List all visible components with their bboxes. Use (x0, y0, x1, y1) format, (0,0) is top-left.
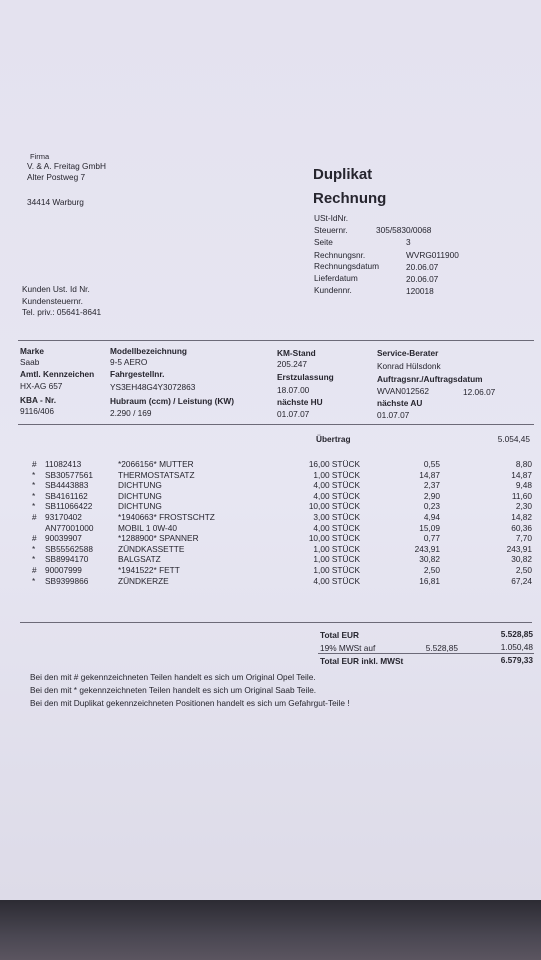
divider (18, 340, 534, 341)
vehicle-kennz: HX-AG 657 (20, 381, 63, 391)
item-row (0, 576, 541, 587)
vehicle-km: 205.247 (277, 359, 307, 369)
total-inkl-label: Total EUR inkl. MWSt (320, 656, 404, 666)
item-row (0, 533, 541, 544)
item-total: 30,82 (511, 554, 532, 565)
vehicle-hub: 2.290 / 169 (110, 408, 152, 418)
item-price: 0,77 (423, 533, 440, 544)
item-row (0, 480, 541, 491)
vehicle-auftrag-nr: WVAN012562 (377, 386, 429, 396)
item-mark: * (32, 469, 36, 480)
vehicle-modell-label: Modellbezeichnung (110, 346, 187, 356)
item-number: SB11066422 (45, 501, 93, 512)
item-total: 2,50 (515, 565, 532, 575)
meta-value: 305/5830/0068 (376, 225, 432, 235)
item-total: 9,48 (515, 480, 532, 491)
item-description: ZÜNDKASSETTE (118, 543, 185, 554)
vehicle-marke-label: Marke (20, 346, 44, 356)
vehicle-hu: 01.07.07 (277, 409, 310, 419)
meta-label: Steuernr. (314, 225, 348, 235)
uebertrag-value: 5.054,45 (497, 434, 530, 444)
item-quantity: 16,00 STÜCK (308, 459, 360, 469)
item-mark: # (32, 565, 37, 575)
item-price: 0,23 (423, 501, 440, 512)
meta-label: Rechnungsnr. (314, 250, 366, 260)
item-description: DICHTUNG (118, 501, 162, 512)
item-total: 60,36 (511, 522, 532, 533)
item-row (0, 544, 541, 555)
customer-tel: Tel. priv.: 05641-8641 (22, 307, 102, 317)
item-quantity: 4,00 STÜCK (313, 522, 360, 533)
item-total: 67,24 (511, 575, 532, 586)
item-quantity: 4,00 STÜCK (313, 480, 360, 491)
item-row (0, 554, 541, 565)
item-description: DICHTUNG (118, 480, 162, 491)
item-number: SB4161162 (45, 490, 88, 501)
item-quantity: 1,00 STÜCK (313, 554, 360, 565)
vehicle-marke: Saab (20, 357, 40, 367)
item-price: 243,91 (414, 543, 440, 554)
item-number: SB8994170 (45, 554, 89, 565)
item-quantity: 3,00 STÜCK (313, 512, 360, 522)
item-number: SB9399866 (45, 575, 89, 586)
vehicle-auftrag-label: Auftragsnr./Auftragsdatum (377, 374, 483, 384)
vehicle-sb-label: Service-Berater (377, 348, 439, 358)
divider (20, 622, 532, 623)
item-number: SB4443883 (45, 480, 89, 491)
item-number: SB30577561 (45, 469, 93, 480)
total-label: Total EUR (320, 630, 360, 640)
uebertrag-label: Übertrag (316, 434, 351, 444)
sender-firma: Firma (30, 152, 50, 161)
meta-label: Lieferdatum (314, 273, 358, 283)
meta-label: Rechnungsdatum (314, 261, 380, 271)
item-price: 16,81 (419, 575, 440, 586)
sender-name: V. & A. Freitag GmbH (27, 161, 107, 171)
item-mark: * (32, 575, 36, 586)
item-mark: * (32, 490, 36, 501)
meta-value: 120018 (406, 286, 434, 296)
doc-title-rechnung: Rechnung (313, 190, 387, 207)
item-description: *1940663* FROSTSCHTZ (118, 512, 215, 522)
vehicle-kennz-label: Amtl. Kennzeichen (20, 369, 95, 379)
mwst-value: 1.050,48 (500, 642, 533, 652)
meta-label: Seite (314, 237, 333, 247)
item-description: THERMOSTATSATZ (118, 469, 195, 480)
item-description: DICHTUNG (118, 490, 162, 501)
vehicle-fgst: YS3EH48G4Y3072863 (110, 382, 196, 392)
item-description: *1941522* FETT (118, 565, 180, 575)
item-price: 2,50 (423, 565, 440, 575)
vehicle-hub-label: Hubraum (ccm) / Leistung (KW) (110, 396, 234, 406)
item-total: 243,91 (506, 543, 532, 554)
vehicle-au-label: nächste AU (377, 398, 423, 408)
item-price: 15,09 (419, 522, 440, 533)
mwst-base: 5.528,85 (425, 643, 458, 653)
item-mark: * (32, 554, 36, 565)
item-row (0, 459, 541, 470)
vehicle-fgst-label: Fahrgestellnr. (110, 369, 165, 379)
meta-label: Kundennr. (314, 285, 352, 295)
meta-value: 3 (406, 237, 411, 247)
item-quantity: 10,00 STÜCK (308, 533, 360, 544)
total-inkl-value: 6.579,33 (500, 655, 533, 665)
item-quantity: 1,00 STÜCK (313, 469, 360, 480)
item-row (0, 491, 541, 502)
item-quantity: 4,00 STÜCK (313, 575, 360, 586)
item-number: 90007999 (45, 565, 82, 575)
item-price: 14,87 (419, 469, 440, 480)
divider (318, 653, 534, 654)
item-description: *1288900* SPANNER (118, 533, 199, 544)
item-price: 2,90 (423, 490, 440, 501)
vehicle-ez-label: Erstzulassung (277, 372, 334, 382)
item-price: 30,82 (419, 554, 440, 565)
vehicle-hu-label: nächste HU (277, 397, 323, 407)
item-row (0, 565, 541, 576)
item-price: 0,55 (423, 459, 440, 469)
item-number: 93170402 (45, 512, 82, 522)
vehicle-sb: Konrad Hülsdonk (377, 361, 441, 371)
vehicle-auftrag-datum: 12.06.07 (463, 387, 496, 397)
item-price: 4,94 (423, 512, 440, 522)
item-total: 14,82 (511, 512, 532, 522)
item-total: 11,60 (511, 490, 532, 501)
doc-title-duplikat: Duplikat (313, 166, 373, 183)
item-number: SB55562588 (45, 543, 93, 554)
item-mark: * (32, 543, 36, 554)
item-description: ZÜNDKERZE (118, 575, 169, 586)
item-mark: # (32, 459, 37, 469)
customer-ust: Kunden Ust. Id Nr. (22, 284, 90, 294)
vehicle-au: 01.07.07 (377, 410, 410, 420)
meta-value: 20.06.07 (406, 274, 439, 284)
item-quantity: 10,00 STÜCK (308, 501, 360, 512)
item-row (0, 512, 541, 523)
meta-value: WVRG011900 (406, 250, 459, 260)
item-mark: # (32, 533, 37, 544)
item-number: 11082413 (45, 459, 82, 469)
meta-value: 20.06.07 (406, 262, 439, 272)
vehicle-kba-label: KBA - Nr. (20, 395, 57, 405)
item-price: 2,37 (423, 480, 440, 491)
sender-city: 34414 Warburg (27, 197, 84, 207)
item-total: 2,30 (515, 501, 532, 512)
item-mark: * (32, 480, 36, 491)
item-number: AN77001000 (45, 522, 94, 533)
item-quantity: 1,00 STÜCK (313, 543, 360, 554)
mwst-label: 19% MWSt auf (320, 643, 376, 653)
item-mark: * (32, 501, 36, 512)
vehicle-modell: 9-5 AERO (110, 357, 148, 367)
divider (18, 424, 534, 425)
item-total: 8,80 (515, 459, 532, 469)
item-row (0, 501, 541, 512)
item-mark: # (32, 512, 37, 522)
item-quantity: 1,00 STÜCK (313, 565, 360, 575)
note-saab: Bei den mit * gekennzeichneten Teilen handelt es sich um Original Saab Teile. (30, 685, 317, 695)
total-value: 5.528,85 (500, 629, 533, 639)
item-row (0, 470, 541, 481)
meta-label: USt-IdNr. (314, 213, 349, 223)
sender-street: Alter Postweg 7 (27, 172, 86, 182)
customer-steuer: Kundensteuernr. (22, 296, 83, 306)
item-row (0, 523, 541, 534)
vehicle-ez: 18.07.00 (277, 385, 310, 395)
vehicle-kba: 9116/406 (20, 406, 54, 416)
table-shadow (0, 900, 541, 960)
item-total: 14,87 (511, 469, 532, 480)
vehicle-km-label: KM-Stand (277, 348, 316, 358)
item-total: 7,70 (515, 533, 532, 544)
item-description: *2066156* MUTTER (118, 459, 194, 469)
item-number: 90039907 (45, 533, 82, 544)
note-gefahrgut: Bei den mit Duplikat gekennzeichneten Positionen handelt es sich um Gefahrgut-Teile ! (30, 698, 350, 708)
note-opel: Bei den mit # gekennzeichneten Teilen handelt es sich um Original Opel Teile. (30, 672, 316, 682)
item-description: MOBIL 1 0W-40 (118, 522, 178, 533)
item-quantity: 4,00 STÜCK (313, 490, 360, 501)
item-description: BALGSATZ (118, 554, 161, 565)
